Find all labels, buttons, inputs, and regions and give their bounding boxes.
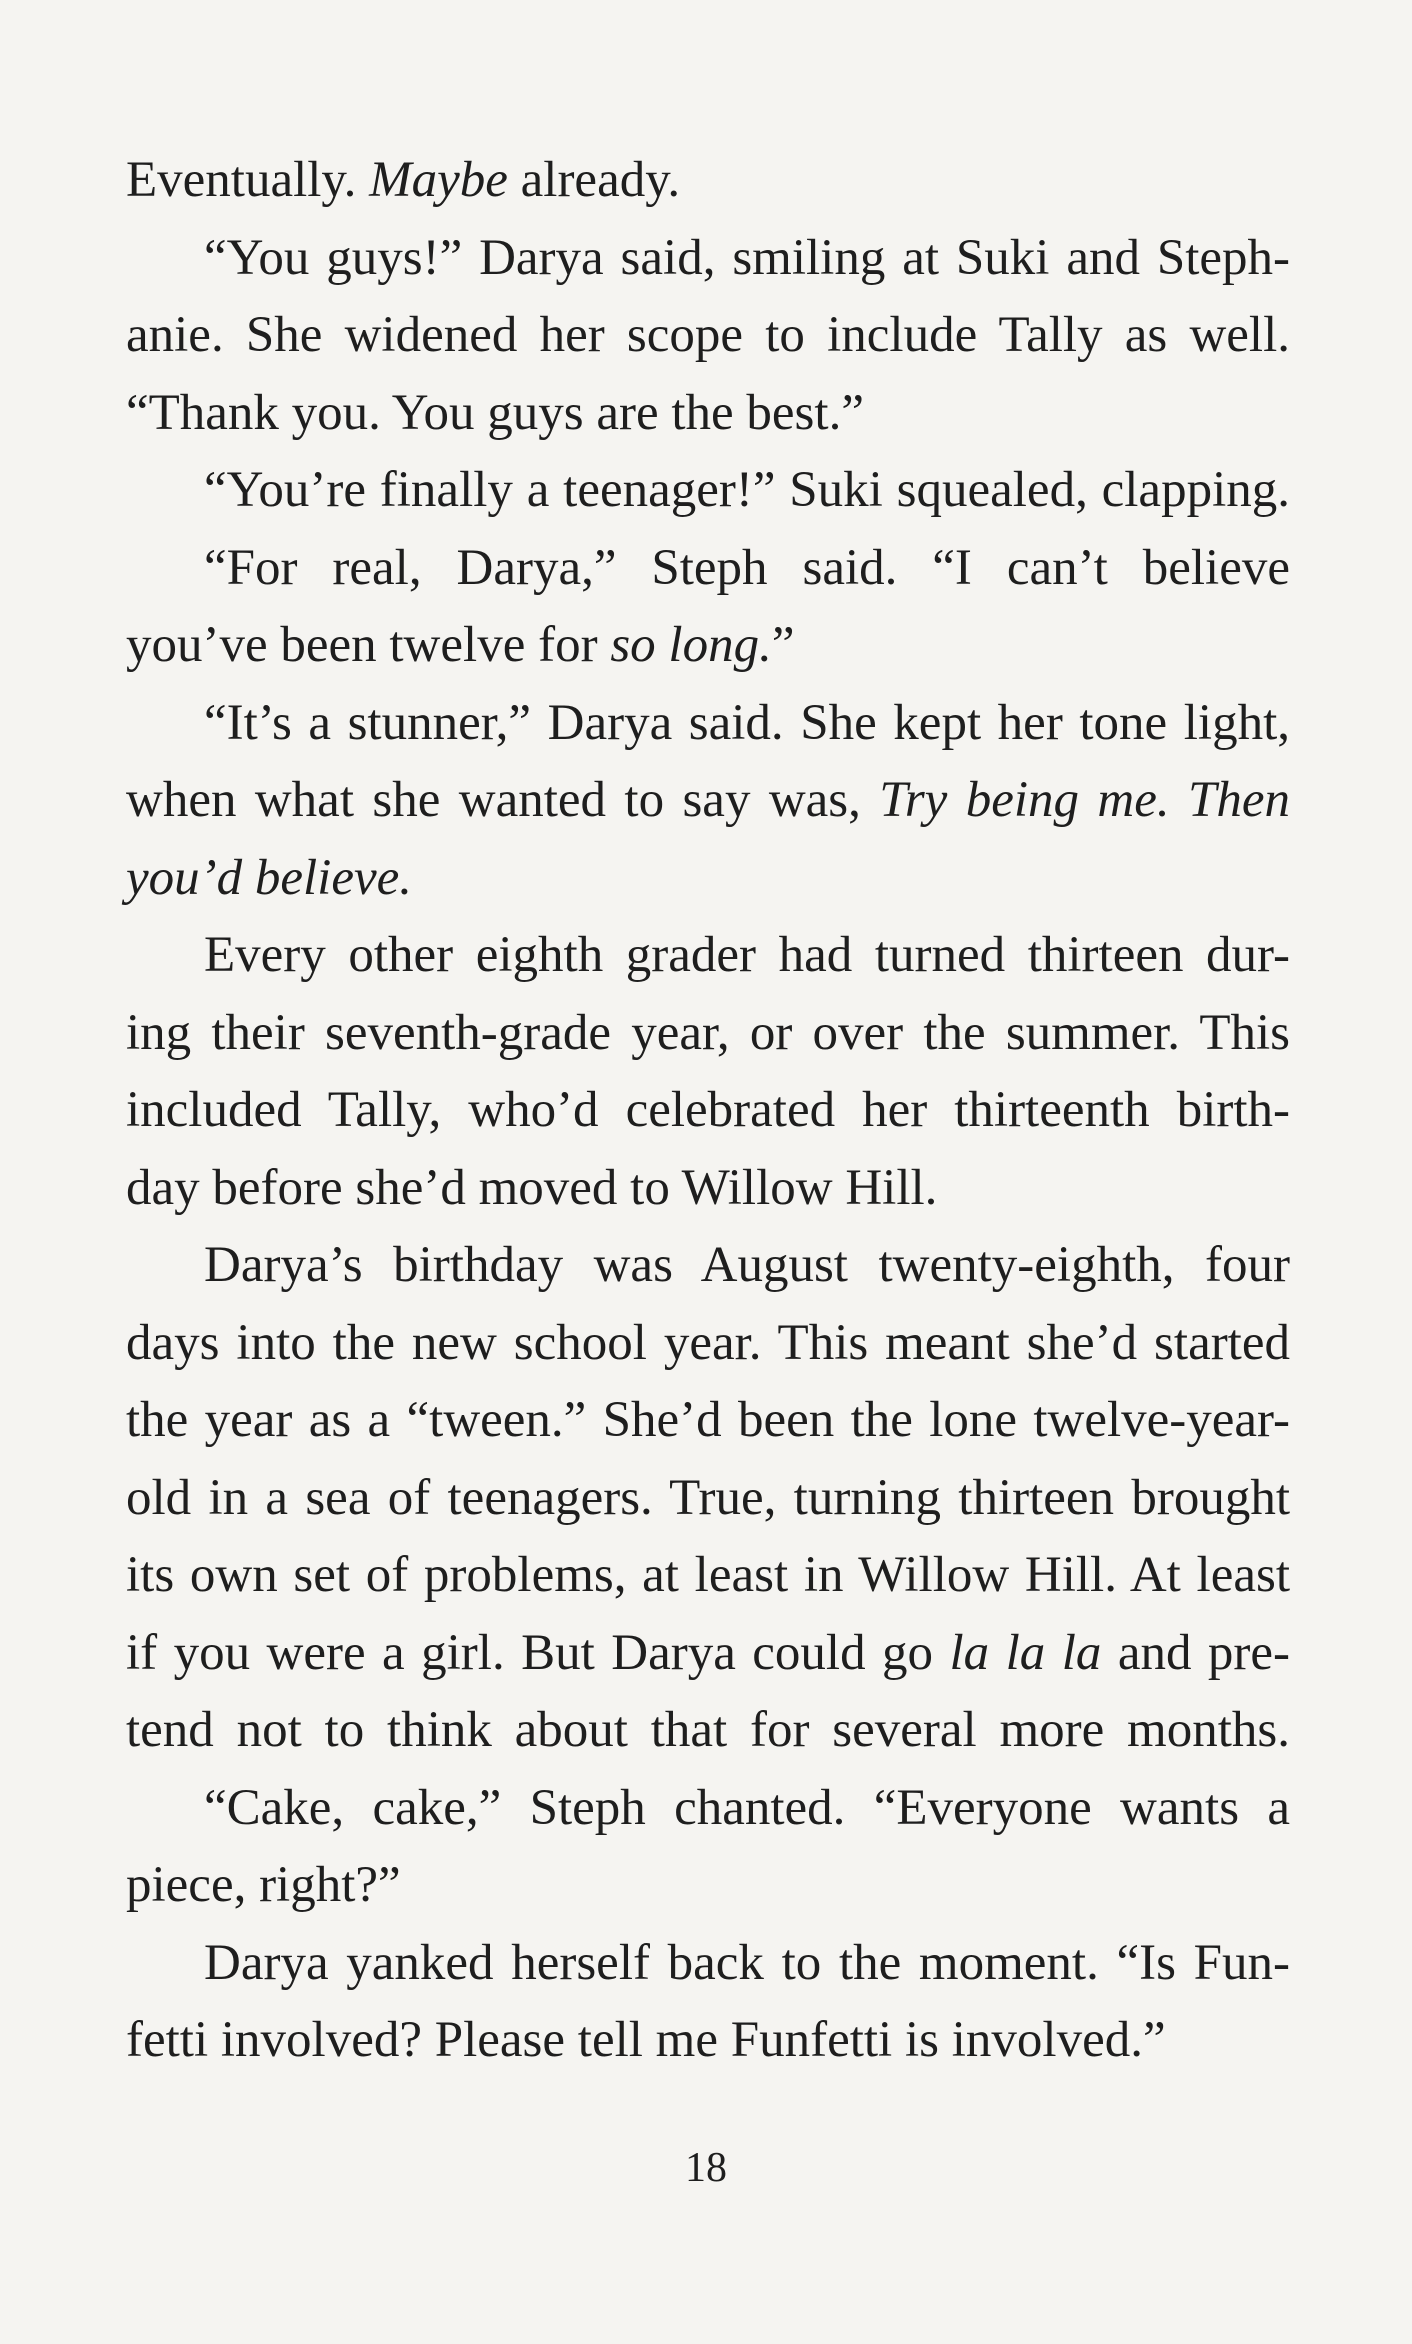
- text-span: “It’s a stunner,” Darya said. She kept her tone light,: [204, 694, 1290, 751]
- text-span: fetti involved? Please tell me Funfetti is involved.”: [126, 2012, 1166, 2068]
- text-line: [126, 1227, 1290, 1305]
- text-span: anie. She widened her scope to include Tally as well.: [126, 307, 1290, 363]
- text-line: [126, 297, 1290, 375]
- text-span: piece, right?”: [126, 1857, 401, 1913]
- page-number: 18: [685, 2145, 727, 2191]
- text-line: [126, 995, 1290, 1073]
- text-span: days into the new school year. This meant she’d started: [126, 1314, 1290, 1371]
- text-span: Darya yanked herself back to the moment. “Is Fun-: [204, 1934, 1290, 1991]
- text-line: [126, 607, 1290, 685]
- text-line: [126, 1847, 1290, 1925]
- italic-text: Maybe: [369, 152, 508, 208]
- text-line: [126, 142, 1290, 220]
- text-line: [126, 840, 1290, 918]
- text-span: and pre-: [1101, 1624, 1290, 1681]
- text-line: [126, 1615, 1290, 1693]
- text-line: [126, 1072, 1290, 1150]
- text-line: [126, 1305, 1290, 1383]
- text-line: [126, 452, 1290, 530]
- text-span: “You guys!” Darya said, smiling at Suki and Steph-: [204, 229, 1290, 286]
- text-span: its own set of problems, at least in Willow Hill. At least: [126, 1547, 1290, 1603]
- text-line: [126, 530, 1290, 608]
- text-line: [126, 1537, 1290, 1615]
- text-span: ing their seventh-grade year, or over the summer. This: [126, 1004, 1290, 1061]
- italic-text: you’d believe.: [126, 849, 413, 906]
- text-span: Eventually.: [126, 152, 370, 208]
- text-span: “Thank you. You guys are the best.”: [126, 384, 864, 441]
- text-line: [126, 220, 1290, 298]
- italic-text: la la la: [949, 1624, 1102, 1681]
- text-span: Darya’s birthday was August twenty-eighth, four: [204, 1237, 1290, 1293]
- text-span: if you were a girl. But Darya could go: [126, 1624, 950, 1681]
- text-span: you’ve been twelve for: [126, 617, 611, 673]
- text-line: [126, 1692, 1290, 1770]
- text-line: [126, 375, 1290, 453]
- text-span: already.: [507, 152, 681, 208]
- text-line: [126, 685, 1290, 763]
- body-text: [126, 142, 1290, 2080]
- text-line: [126, 1150, 1290, 1228]
- text-span: when what she wanted to say was,: [126, 772, 880, 828]
- text-line: [126, 1925, 1290, 2003]
- text-span: tend not to think about that for several more months.: [126, 1702, 1290, 1758]
- text-span: included Tally, who’d celebrated her thirteenth birth-: [126, 1082, 1290, 1138]
- text-span: day before she’d moved to Willow Hill.: [126, 1159, 938, 1216]
- text-span: “Cake, cake,” Steph chanted. “Everyone wants a: [204, 1779, 1290, 1836]
- text-span: “For real, Darya,” Steph said. “I can’t believe: [204, 539, 1290, 596]
- text-line: [126, 917, 1290, 995]
- text-span: ”: [771, 617, 795, 673]
- text-line: [126, 1460, 1290, 1538]
- text-span: “You’re finally a teenager!” Suki squealed, clapping.: [204, 462, 1290, 518]
- italic-text: so long.: [610, 617, 772, 673]
- text-span: Every other eighth grader had turned thirteen dur-: [204, 927, 1290, 983]
- text-line: [126, 1770, 1290, 1848]
- text-span: the year as a “tween.” She’d been the lone twelve-year-: [126, 1392, 1290, 1448]
- text-line: [126, 2002, 1290, 2080]
- text-line: [126, 1382, 1290, 1460]
- text-span: old in a sea of teenagers. True, turning thirteen brought: [126, 1469, 1290, 1526]
- text-line: [126, 762, 1290, 840]
- italic-text: Try being me. Then: [879, 772, 1290, 828]
